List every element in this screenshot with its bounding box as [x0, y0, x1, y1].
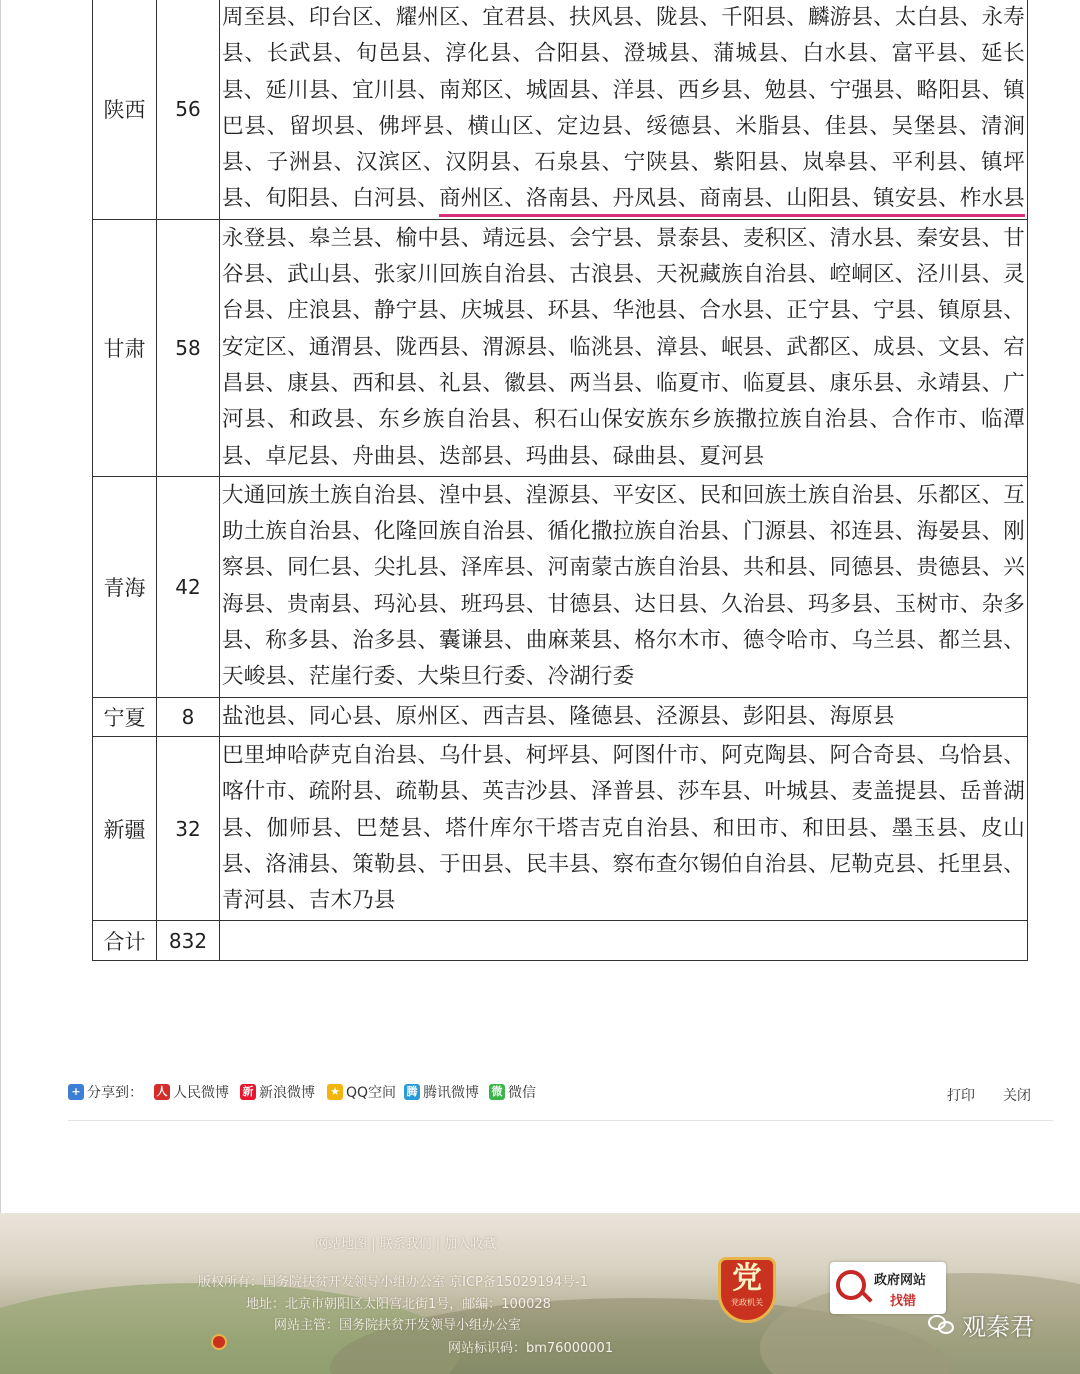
- watermark: [928, 1307, 1034, 1342]
- print-button[interactable]: 打印: [947, 1088, 975, 1104]
- share-tencent-weibo-link[interactable]: 腾 腾讯微博: [404, 1082, 479, 1102]
- party-government-badge[interactable]: [718, 1257, 776, 1323]
- wechat-watermark-icon: [928, 1313, 956, 1337]
- police-emblem-icon[interactable]: [211, 1334, 227, 1350]
- province-cell: 新疆: [93, 736, 157, 920]
- poverty-county-table: [92, 0, 1028, 961]
- plus-icon: +: [68, 1084, 84, 1100]
- party-glyph: 党: [732, 1261, 762, 1296]
- share-wechat-link[interactable]: 微 微信: [489, 1082, 536, 1102]
- footer-copyright: 版权所有：国务院扶贫开发领导小组办公室 京ICP备15029194号-1: [198, 1275, 589, 1290]
- total-count-cell: 832: [157, 921, 220, 961]
- share-bar: [68, 1082, 1053, 1104]
- footer-links[interactable]: 网站地图 | 联系我们 | 加入收藏: [315, 1237, 497, 1252]
- badge-caption: 党政机关: [731, 1298, 763, 1307]
- footer-site-id: 网站标识码：bm76000001: [448, 1341, 614, 1356]
- county-list-cell: [220, 0, 1028, 219]
- province-cell: 甘肃: [93, 219, 157, 476]
- table-row: [93, 219, 1028, 476]
- count-cell: 42: [157, 476, 220, 697]
- close-button[interactable]: 关闭: [1003, 1088, 1031, 1104]
- magnifier-icon: [836, 1270, 866, 1300]
- share-people-weibo-link[interactable]: 人 人民微博: [154, 1082, 229, 1102]
- share-label: + 分享到：: [68, 1082, 143, 1102]
- total-label-cell: 合计: [93, 921, 157, 961]
- table-row: [93, 476, 1028, 697]
- divider: [68, 1120, 1053, 1121]
- province-cell: 宁夏: [93, 697, 157, 736]
- province-cell: 青海: [93, 476, 157, 697]
- county-list-cell: 盐池县、同心县、原州区、西吉县、隆德县、泾源县、彭阳县、海原县: [220, 697, 1028, 736]
- share-qzone-link[interactable]: ★ QQ空间: [327, 1082, 396, 1102]
- table-row: [93, 0, 1028, 219]
- count-cell: 56: [157, 0, 220, 219]
- county-list-cell: 永登县、皋兰县、榆中县、靖远县、会宁县、景泰县、麦积区、清水县、秦安县、甘谷县、武山县、张家川回族自治县、古浪县、天祝藏族自治县、崆峒区、泾川县、灵台县、庄浪县、静宁县、庆城县、环县、华池县、合水县、正宁县、宁县、镇原县、安定区、通渭县、陇西县、渭源县、临洮县、漳县、岷县、武都区、成县、文县、宕昌县、康县、西和县、礼县、徽县、两当县、临夏市、临夏县、康乐县、永靖县、广河县、和政县、东乡族自治县、积石山保安族东乡族撒拉族自治县、合作市、临潭县、卓尼县、舟曲县、迭部县、玛曲县、碌曲县、夏河县: [220, 219, 1028, 476]
- table-row-total: [93, 921, 1028, 961]
- watermark-text: 观秦君: [962, 1313, 1034, 1341]
- qzone-icon: ★: [327, 1084, 343, 1100]
- count-cell: 32: [157, 736, 220, 920]
- county-list-cell: 巴里坤哈萨克自治县、乌什县、柯坪县、阿图什市、阿克陶县、阿合奇县、乌恰县、喀什市、疏附县、疏勒县、英吉沙县、泽普县、莎车县、叶城县、麦盖提县、岳普湖县、伽师县、巴楚县、塔什库尔干塔吉克自治县、和田市、和田县、墨玉县、皮山县、洛浦县、策勒县、于田县、民丰县、察布查尔锡伯自治县、尼勒克县、托里县、青河县、吉木乃县: [220, 736, 1028, 920]
- people-weibo-icon: 人: [154, 1084, 170, 1100]
- county-list-text: 周至县、印台区、耀州区、宜君县、扶风县、陇县、千阳县、麟游县、太白县、永寿县、长武县、旬邑县、淳化县、合阳县、澄城县、蒲城县、白水县、富平县、延长县、延川县、宜川县、南郑区、城固县、洋县、西乡县、勉县、宁强县、略阳县、镇巴县、留坝县、佛坪县、横山区、定边县、绥德县、米脂县、佳县、吴堡县、清涧县、子洲县、汉滨区、汉阴县、石泉县、宁陕县、紫阳县、岚皋县、平利县、镇坪县、旬阳县、白河县、: [222, 5, 1025, 212]
- province-cell: 陕西: [93, 0, 157, 219]
- tencent-weibo-icon: 腾: [404, 1084, 420, 1100]
- table-row: [93, 697, 1028, 736]
- table-row: [93, 736, 1028, 920]
- share-sina-weibo-link[interactable]: 新 新浪微博: [240, 1082, 315, 1102]
- count-cell: 58: [157, 219, 220, 476]
- total-empty-cell: [220, 921, 1028, 961]
- county-list-cell: 大通回族土族自治县、湟中县、湟源县、平安区、民和回族土族自治县、乐都区、互助土族自治县、化隆回族自治县、循化撒拉族自治县、门源县、祁连县、海晏县、刚察县、同仁县、尖扎县、泽库县、河南蒙古族自治县、共和县、同德县、贵德县、兴海县、贵南县、玛沁县、班玛县、甘德县、达日县、久治县、玛多县、玉树市、杂多县、称多县、治多县、囊谦县、曲麻莱县、格尔木市、德令哈市、乌兰县、都兰县、天峻县、茫崖行委、大柴旦行委、冷湖行委: [220, 476, 1028, 697]
- footer-address: 地址：北京市朝阳区太阳宫北街1号，邮编：100028: [246, 1297, 551, 1312]
- sina-weibo-icon: 新: [240, 1084, 256, 1100]
- gov-badge-sub: 找错: [890, 1294, 917, 1309]
- footer-host: 网站主管：国务院扶贫开发领导小组办公室: [274, 1318, 522, 1333]
- wechat-icon: 微: [489, 1084, 505, 1100]
- highlighted-counties: 商州区、洛南县、丹凤县、商南县、山阳县、镇安县、柞水县: [439, 186, 1025, 212]
- count-cell: 8: [157, 697, 220, 736]
- gov-badge-title: 政府网站: [874, 1273, 927, 1288]
